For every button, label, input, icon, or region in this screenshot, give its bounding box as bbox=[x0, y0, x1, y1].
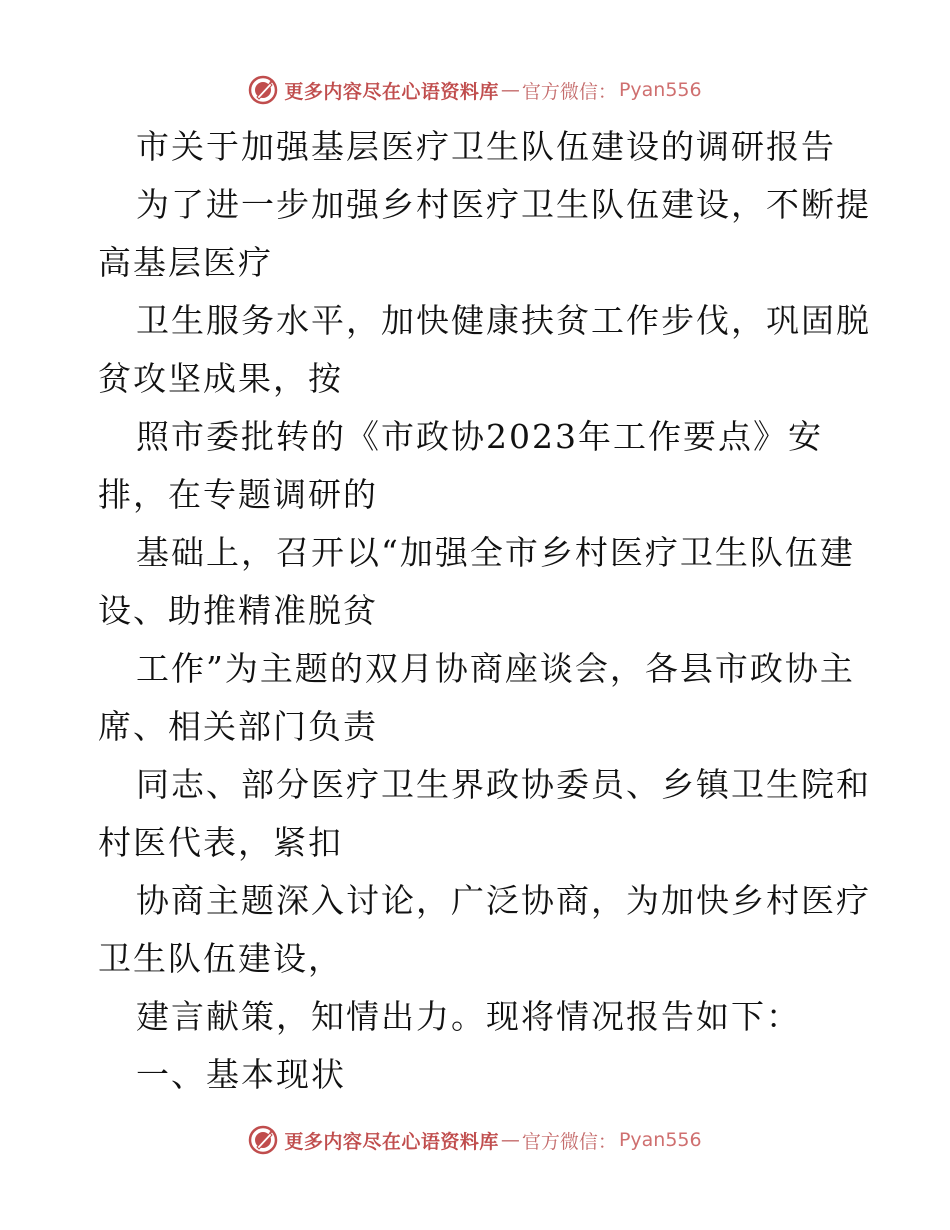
banner-wechat-label: 官方微信： bbox=[521, 80, 617, 103]
body-line: 设、助推精准脱贫 bbox=[98, 591, 378, 630]
body-line: 协商主题深入讨论，广泛协商，为加快乡村医疗 bbox=[136, 881, 871, 920]
body-line: 工作”为主题的双月协商座谈会，各县市政协主 bbox=[136, 649, 855, 688]
body-line: 贫攻坚成果，按 bbox=[98, 359, 343, 398]
document-title: 市关于加强基层医疗卫生队伍建设的调研报告 bbox=[136, 127, 836, 166]
quill-seal-icon bbox=[248, 1125, 278, 1155]
body-line: 建言献策，知情出力。现将情况报告如下： bbox=[136, 997, 801, 1036]
body-line: 为了进一步加强乡村医疗卫生队伍建设，不断提 bbox=[136, 185, 871, 224]
banner-wechat-handle: Pyan556 bbox=[618, 1129, 702, 1151]
banner-brand: 更多内容尽在心语资料库 bbox=[284, 80, 499, 103]
body-line: 一、基本现状 bbox=[136, 1055, 346, 1094]
body-line: 照市委批转的《市政协2023年工作要点》安 bbox=[136, 417, 823, 456]
banner-dash: — bbox=[500, 1129, 520, 1151]
header-banner[interactable] bbox=[0, 70, 950, 110]
banner-brand: 更多内容尽在心语资料库 bbox=[284, 1130, 499, 1153]
body-line: 卫生队伍建设， bbox=[98, 939, 343, 978]
banner-dash: — bbox=[500, 79, 520, 101]
document-body bbox=[98, 118, 871, 1104]
body-line: 卫生服务水平，加快健康扶贫工作步伐，巩固脱 bbox=[136, 301, 871, 340]
body-line: 排，在专题调研的 bbox=[98, 475, 378, 514]
body-line: 席、相关部门负责 bbox=[98, 707, 378, 746]
footer-banner[interactable] bbox=[0, 1120, 950, 1160]
body-line: 高基层医疗 bbox=[98, 243, 273, 282]
banner-wechat-label: 官方微信： bbox=[521, 1130, 617, 1153]
body-line: 基础上，召开以“加强全市乡村医疗卫生队伍建 bbox=[136, 533, 855, 572]
quill-seal-icon bbox=[248, 75, 278, 105]
banner-wechat-handle: Pyan556 bbox=[618, 79, 702, 101]
body-line: 同志、部分医疗卫生界政协委员、乡镇卫生院和 bbox=[136, 765, 871, 804]
body-line: 村医代表，紧扣 bbox=[98, 823, 343, 862]
